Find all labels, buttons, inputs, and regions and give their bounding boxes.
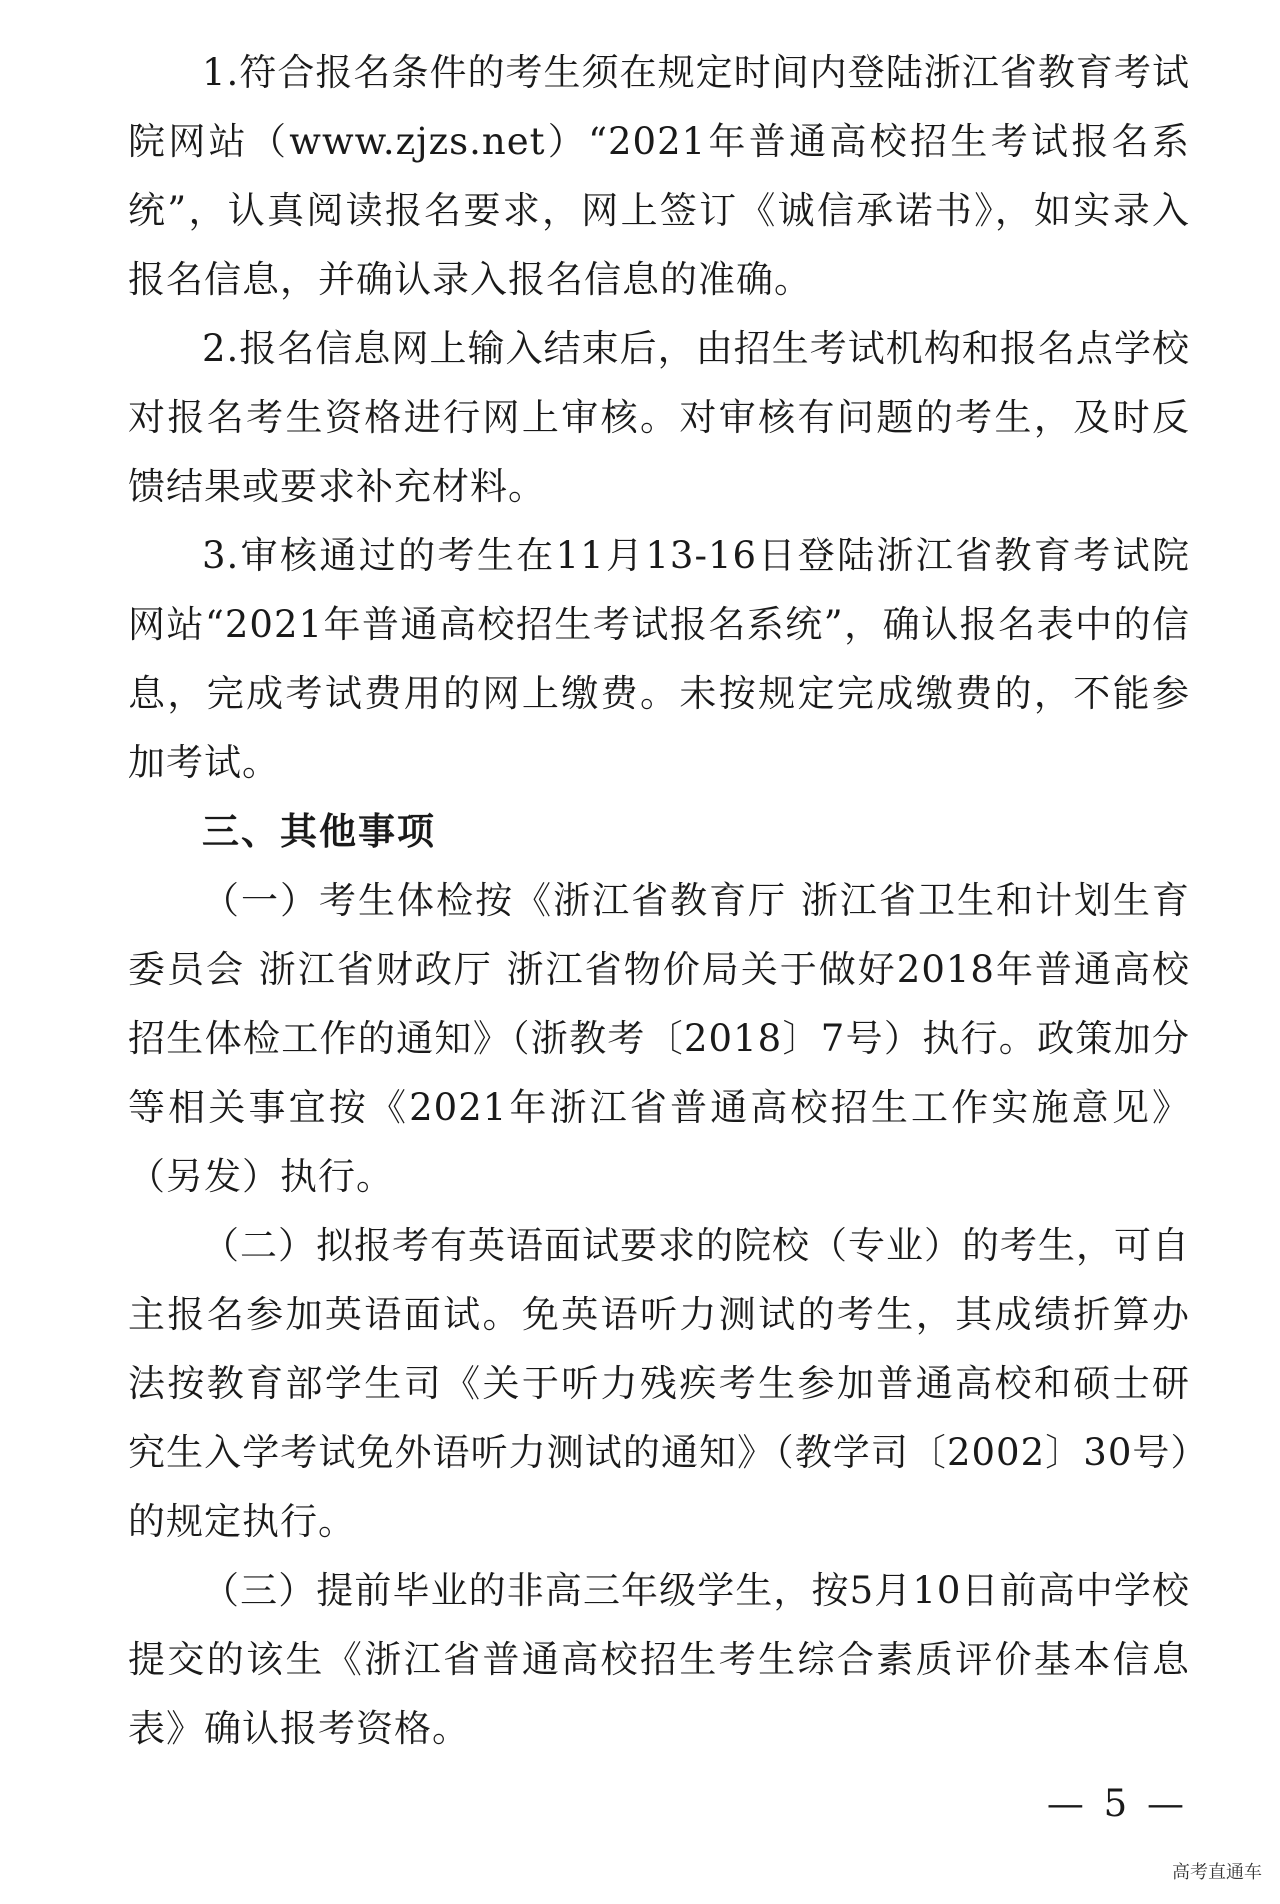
paragraph-clause-2: （二）拟报考有英语面试要求的院校（专业）的考生，可自主报名参加英语面试。免英语听力测试的考生，其成绩折算办法按教育部学生司《关于听力残疾考生参加普通高校和硕士研究生入学考试免外语听力测试的通知》（教学司〔2002〕30号）的规定执行。 xyxy=(128,1224,1190,1543)
paragraph-item-2: 2.报名信息网上输入结束后，由招生考试机构和报名点学校对报名考生资格进行网上审核。对审核有问题的考生，及时反馈结果或要求补充材料。 xyxy=(128,327,1190,508)
document-body xyxy=(128,38,1190,1763)
paragraph-item-1: 1.符合报名条件的考生须在规定时间内登陆浙江省教育考试院网站（www.zjzs.net）“2021年普通高校招生考试报名系统”，认真阅读报名要求，网上签订《诚信承诺书》，如实录入报名信息，并确认录入报名信息的准确。 xyxy=(128,51,1190,301)
section-heading: 三、其他事项 xyxy=(202,810,436,853)
page-number: — 5 — xyxy=(1046,1782,1188,1825)
paragraph-item-3: 3.审核通过的考生在11月13-16日登陆浙江省教育考试院网站“2021年普通高校招生考试报名系统”，确认报名表中的信息，完成考试费用的网上缴费。未按规定完成缴费的，不能参加考试。 xyxy=(128,534,1190,784)
paragraph-clause-3: （三）提前毕业的非高三年级学生，按5月10日前高中学校提交的该生《浙江省普通高校招生考生综合素质评价基本信息表》确认报考资格。 xyxy=(128,1569,1190,1750)
paragraph-clause-1: （一）考生体检按《浙江省教育厅 浙江省卫生和计划生育委员会 浙江省财政厅 浙江省物价局关于做好2018年普通高校招生体检工作的通知》（浙教考〔2018〕7号）执行。政策加分等相关事宜按《2021年浙江省普通高校招生工作实施意见》（另发）执行。 xyxy=(128,879,1190,1198)
watermark: 高考直通车 xyxy=(1172,1862,1262,1883)
